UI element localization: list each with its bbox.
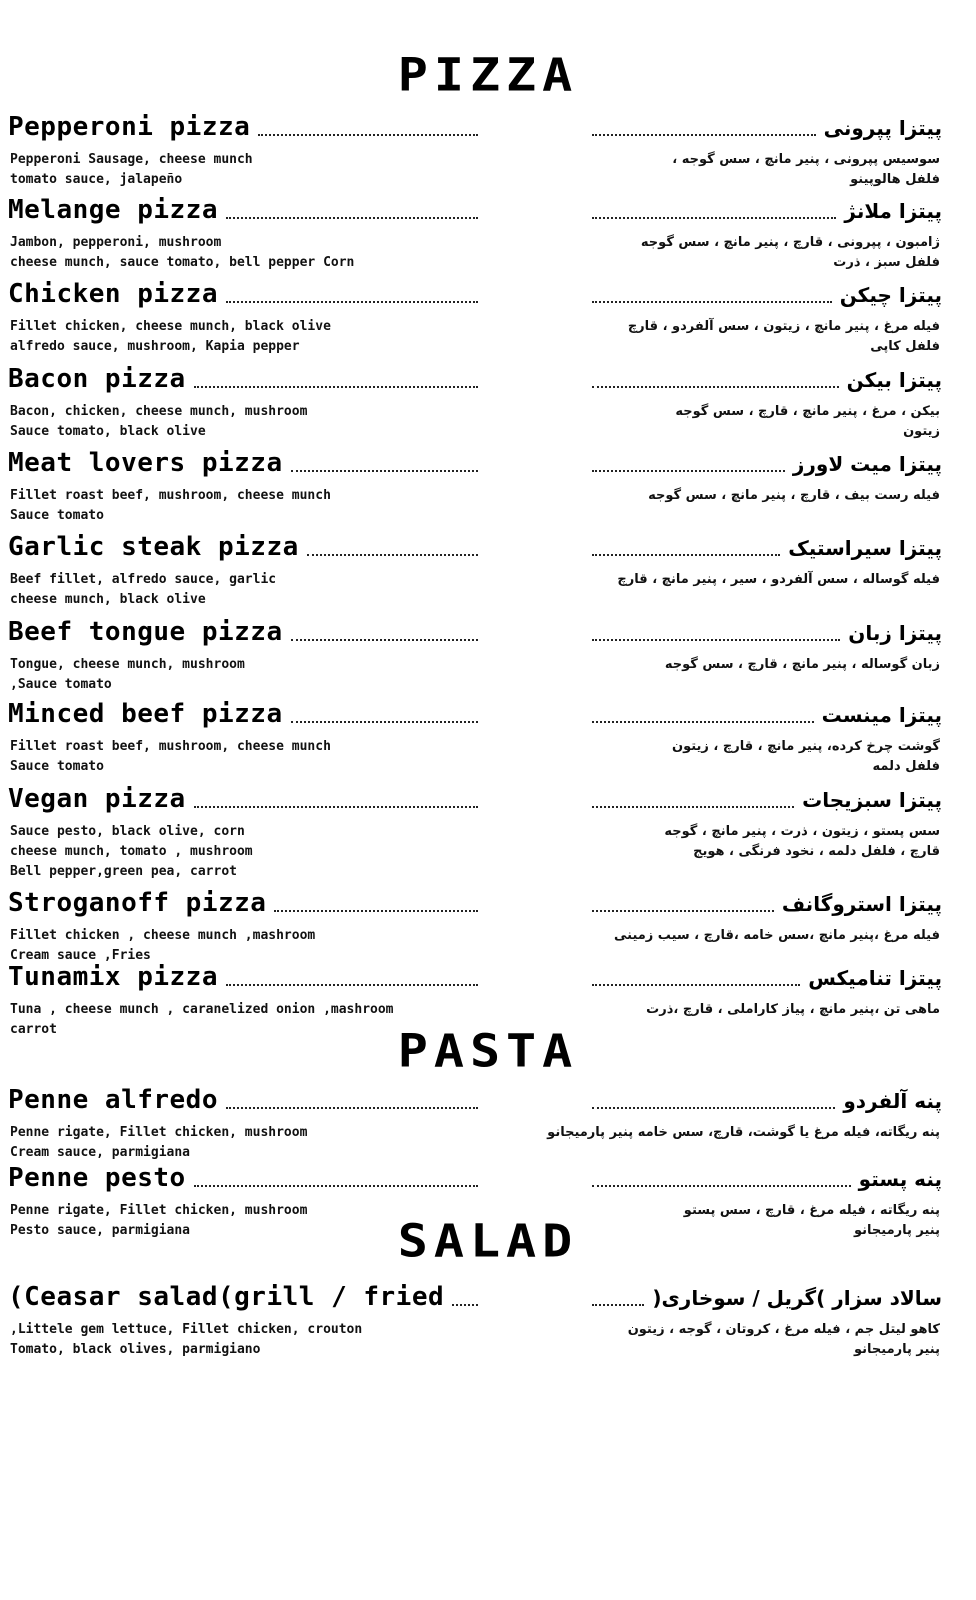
item-description-fa [672, 737, 940, 777]
dot-leader [452, 1288, 478, 1306]
dot-leader [291, 705, 478, 723]
dot-leader [592, 118, 816, 136]
description-line: زیتون [903, 424, 940, 439]
description-line: ,Littele gem lettuce, Fillet chicken, crouton [10, 1322, 363, 1337]
item-name-en: Bacon pizza [8, 364, 186, 394]
dot-leader [592, 1169, 851, 1187]
item-name-fa: پیتزا سبزیجات [802, 788, 942, 812]
description-line: Jambon, pepperoni, mushroom [10, 235, 222, 250]
dot-leader [592, 454, 785, 472]
item-description-fa [628, 317, 940, 357]
item-description-fa [547, 1123, 940, 1143]
item-name-fa: پنه پستو [858, 1167, 942, 1191]
item-description-en [10, 926, 315, 966]
item-name-en: Pepperoni pizza [8, 112, 251, 142]
item-description-fa [665, 655, 940, 675]
description-line: Sauce pesto, black olive, corn [10, 824, 245, 839]
item-description-en [10, 570, 276, 610]
item-description-fa [628, 1320, 940, 1360]
dot-leader [226, 968, 478, 986]
section-title-pizza: PIZZA [397, 48, 579, 102]
item-description-en [10, 1123, 307, 1163]
dot-leader [592, 1288, 644, 1306]
item-description-fa [684, 1201, 940, 1241]
description-line: فیله رست بیف ، قارچ ، پنیر مانچ ، سس گوجه [648, 488, 940, 503]
item-description-en [10, 486, 331, 526]
description-line: alfredo sauce, mushroom, Kapia pepper [10, 339, 300, 354]
item-name-fa: پیتزا بیکن [846, 368, 942, 392]
description-line: Tomato, black olives, parmigiano [10, 1342, 261, 1357]
description-line: زبان گوساله ، پنیر مانچ ، قارچ ، سس گوجه [664, 657, 940, 672]
item-description-fa [648, 486, 940, 506]
description-line: Fillet chicken, cheese munch, black olive [10, 319, 331, 334]
description-line: Fillet roast beef, mushroom, cheese munch [10, 488, 331, 503]
item-name-fa: پیتزا مینست [821, 703, 942, 727]
description-line: فلفل هالوپینو [850, 172, 940, 187]
item-name-fa: پیتزا تنامیکس [808, 966, 942, 990]
item-description-en [10, 150, 253, 190]
description-line: Tongue, cheese munch, mushroom [10, 657, 245, 672]
description-line: ,Sauce tomato [10, 677, 112, 692]
dot-leader [592, 1091, 835, 1109]
description-line: Sauce tomato [10, 508, 104, 523]
description-line: Pepperoni Sausage, cheese munch [10, 152, 253, 167]
description-line: Tuna , cheese munch , caranelized onion ,mashroom [10, 1002, 394, 1017]
item-name-en: Penne alfredo [8, 1085, 218, 1115]
description-line: Sauce tomato [10, 759, 104, 774]
description-line: ژامبون ، پپرونی ، قارچ ، پنیر مانچ ، سس گوجه [640, 235, 940, 250]
description-line: Cream sauce, parmigiana [10, 1145, 191, 1160]
description-line: Bacon, chicken, cheese munch, mushroom [10, 404, 308, 419]
dot-leader [194, 790, 478, 808]
dot-leader [592, 705, 814, 723]
dot-leader [194, 1169, 478, 1187]
description-line: بیکن ، مرغ ، پنیر مانچ ، قارچ ، سس گوجه [675, 404, 940, 419]
item-name-en: Stroganoff pizza [8, 888, 267, 918]
item-description-en [10, 233, 354, 273]
section-title-salad: SALAD [397, 1214, 579, 1268]
dot-leader [226, 1091, 478, 1109]
item-name-en: Penne pesto [8, 1163, 186, 1193]
dot-leader [307, 538, 478, 556]
item-name-en: Garlic steak pizza [8, 532, 299, 562]
description-line: ماهی تن ،پنیر مانچ ، پیاز کاراملی ، قارچ ،ذرت [646, 1002, 940, 1017]
item-name-en: Beef tongue pizza [8, 617, 283, 647]
item-name-fa: سالاد سزار )گریل / سوخاری( [652, 1286, 942, 1310]
description-line: Fillet roast beef, mushroom, cheese munch [10, 739, 331, 754]
description-line: Penne rigate, Fillet chicken, mushroom [10, 1203, 308, 1218]
item-name-en: Melange pizza [8, 195, 218, 225]
dot-leader [291, 623, 478, 641]
dot-leader [592, 894, 774, 912]
description-line: Bell pepper,green pea, carrot [10, 864, 237, 879]
description-line: Cream sauce ,Fries [10, 948, 151, 963]
description-line: فیله مرغ ،پنیر مانچ ،سس خامه ،قارچ ، سیب زمینی [613, 928, 940, 943]
dot-leader [226, 285, 478, 303]
item-name-en: Meat lovers pizza [8, 448, 283, 478]
item-name-fa: پیتزا ملانژ [844, 199, 942, 223]
description-line: carrot [10, 1022, 57, 1037]
dot-leader [291, 454, 478, 472]
dot-leader [592, 623, 840, 641]
description-line: فلفل کاپی [870, 339, 940, 354]
dot-leader [592, 790, 794, 808]
dot-leader [592, 538, 780, 556]
item-description-fa [646, 1000, 940, 1020]
item-description-en [10, 655, 245, 695]
description-line: فلفل دلمه [872, 759, 940, 774]
description-line: فلفل سبز ، ذرت [833, 255, 940, 270]
description-line: پنه ریگاته، فیله مرغ یا گوشت، قارچ، سس خامه پنیر پارمیجانو [547, 1125, 940, 1140]
item-name-fa: پیتزا چیکن [839, 283, 942, 307]
description-line: Penne rigate, Fillet chicken, mushroom [10, 1125, 308, 1140]
description-line: پنیر پارمیجانو [854, 1223, 940, 1238]
item-description-en [10, 1000, 394, 1040]
section-title-pasta: PASTA [397, 1024, 579, 1078]
description-line: فیله مرغ ، پنیر مانچ ، زیتون ، سس آلفردو ، قارچ [627, 319, 940, 334]
dot-leader [258, 118, 478, 136]
description-line: Fillet chicken , cheese munch ,mashroom [10, 928, 316, 943]
description-line: cheese munch, tomato , mushroom [10, 844, 253, 859]
item-name-en: Minced beef pizza [8, 699, 283, 729]
item-description-fa [641, 233, 940, 273]
item-name-fa: پیتزا استروگانف [781, 892, 942, 916]
description-line: Pesto sauce, parmigiana [10, 1223, 191, 1238]
description-line: Sauce tomato, black olive [10, 424, 206, 439]
item-description-en [10, 317, 331, 357]
dot-leader [592, 201, 836, 219]
dot-leader [226, 201, 478, 219]
item-name-en: Tunamix pizza [8, 962, 218, 992]
description-line: سس پستو ، زیتون ، ذرت ، پنیر مانچ ، گوجه [664, 824, 940, 839]
item-description-fa [614, 926, 940, 946]
description-line: tomato sauce, jalapeño [10, 172, 183, 187]
item-description-en [10, 1320, 362, 1360]
item-name-fa: پیتزا پپرونی [823, 116, 942, 140]
item-name-en: Chicken pizza [8, 279, 218, 309]
item-description-fa [675, 402, 940, 442]
description-line: فیله گوساله ، سس آلفردو ، سیر ، پنیر مانچ ، قارچ [617, 572, 940, 587]
description-line: cheese munch, sauce tomato, bell pepper Corn [10, 255, 355, 270]
item-description-en [10, 737, 331, 777]
item-name-en: (Ceasar salad(grill / fried [8, 1282, 445, 1312]
dot-leader [592, 370, 839, 388]
item-name-fa: پیتزا میت لاورز [792, 452, 942, 476]
item-name-en: Vegan pizza [8, 784, 186, 814]
description-line: cheese munch, black olive [10, 592, 206, 607]
description-line: Beef fillet, alfredo sauce, garlic [10, 572, 277, 587]
description-line: گوشت چرخ کرده، پنیر مانچ ، قارچ ، زیتون [671, 739, 940, 754]
item-description-en [10, 402, 307, 442]
dot-leader [274, 894, 478, 912]
description-line: پنه ریگاته ، فیله مرغ ، قارچ ، سس پستو [683, 1203, 940, 1218]
description-line: قارچ ، فلفل دلمه ، نخود فرنگی ، هویج [693, 844, 940, 859]
description-line: پنیر پارمیجانو [854, 1342, 940, 1357]
description-line: سوسیس پپرونی ، پنیر مانچ ، سس گوجه ، [672, 152, 940, 167]
item-description-en [10, 1201, 307, 1241]
dot-leader [194, 370, 478, 388]
item-name-fa: پیتزا زبان [848, 621, 942, 645]
description-line: کاهو لیتل جم ، فیله مرغ ، کروتان ، گوجه ، زیتون [627, 1322, 940, 1337]
item-description-fa [617, 570, 940, 590]
item-name-fa: پنه آلفردو [843, 1089, 942, 1113]
dot-leader [592, 968, 800, 986]
item-name-fa: پیتزا سیراستیک [788, 536, 942, 560]
dot-leader [592, 285, 832, 303]
item-description-fa [664, 822, 940, 862]
item-description-en [10, 822, 253, 882]
item-description-fa [672, 150, 940, 190]
